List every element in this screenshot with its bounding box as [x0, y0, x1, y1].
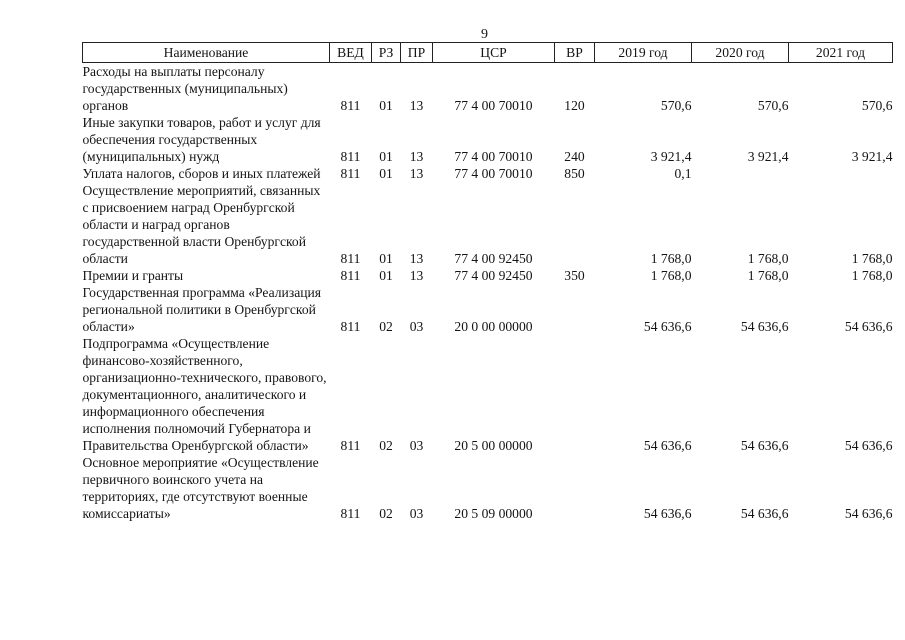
- page-number: 9: [481, 27, 488, 42]
- table-row: [83, 284, 893, 335]
- row-2020: 1 768,0: [747, 251, 789, 266]
- row-rz: 01: [379, 166, 393, 181]
- row-pr: 13: [409, 268, 424, 283]
- row-pr: 13: [409, 149, 424, 164]
- row-2021: 1 768,0: [851, 268, 893, 283]
- row-pr: 13: [409, 251, 424, 266]
- table-row: [83, 63, 893, 115]
- header-2021: 2021 год: [789, 43, 893, 63]
- row-name: Уплата налогов, сборов и иных платежей: [82, 166, 321, 181]
- row-2019: 0,1: [674, 166, 692, 181]
- header-vr: ВР: [555, 43, 595, 63]
- row-2021: 54 636,6: [844, 319, 893, 334]
- row-vr: 850: [564, 166, 585, 181]
- header-name: Наименование: [83, 43, 330, 63]
- row-2019: 3 921,4: [650, 149, 692, 164]
- row-ved: 811: [340, 98, 361, 113]
- row-vr: [555, 454, 595, 522]
- budget-table: [82, 42, 893, 522]
- row-rz: 02: [379, 319, 393, 334]
- row-vr: 350: [564, 268, 585, 283]
- row-rz: 01: [379, 268, 393, 283]
- row-rz: 02: [379, 438, 393, 453]
- row-rz: 01: [379, 98, 393, 113]
- table-row: [83, 267, 893, 284]
- table-row: [83, 454, 893, 522]
- table-row: [83, 165, 893, 182]
- row-ved: 811: [340, 506, 361, 521]
- row-ved: 811: [340, 149, 361, 164]
- row-2020: 54 636,6: [740, 319, 789, 334]
- row-csr: 20 0 00 00000: [454, 319, 533, 334]
- header-2019: 2019 год: [595, 43, 692, 63]
- row-2020: 54 636,6: [740, 438, 789, 453]
- row-csr: 77 4 00 70010: [454, 166, 533, 181]
- table-row: [83, 114, 893, 165]
- row-vr: 120: [564, 98, 585, 113]
- row-2020: 1 768,0: [747, 268, 789, 283]
- row-2021: 54 636,6: [844, 438, 893, 453]
- row-rz: 01: [379, 251, 393, 266]
- row-csr: 77 4 00 92450: [454, 268, 533, 283]
- row-ved: 811: [340, 319, 361, 334]
- row-pr: 03: [409, 319, 424, 334]
- row-vr: [555, 182, 595, 267]
- row-2021: 570,6: [861, 98, 893, 113]
- header-rz: РЗ: [372, 43, 401, 63]
- row-pr: 13: [409, 98, 424, 113]
- row-2021: 3 921,4: [851, 149, 893, 164]
- header-2020: 2020 год: [692, 43, 789, 63]
- row-ved: 811: [340, 166, 361, 181]
- row-name: Осуществление мероприятий, связанных с присвоением наград Оренбургской области и наград органов государственной власти Оренбургской области: [82, 183, 321, 266]
- row-2020: [692, 165, 789, 182]
- row-2021: [789, 165, 893, 182]
- row-name: Расходы на выплаты персоналу государственных (муниципальных) органов: [82, 64, 288, 113]
- row-pr: 03: [409, 506, 424, 521]
- row-csr: 77 4 00 70010: [454, 98, 533, 113]
- row-2019: 570,6: [660, 98, 692, 113]
- row-csr: 77 4 00 92450: [454, 251, 533, 266]
- row-2019: 54 636,6: [643, 438, 692, 453]
- row-ved: 811: [340, 268, 361, 283]
- row-csr: 20 5 09 00000: [454, 506, 533, 521]
- row-csr: 77 4 00 70010: [454, 149, 533, 164]
- row-csr: 20 5 00 00000: [454, 438, 533, 453]
- row-ved: 811: [340, 438, 361, 453]
- row-2021: 54 636,6: [844, 506, 893, 521]
- row-2020: 54 636,6: [740, 506, 789, 521]
- header-pr: ПР: [401, 43, 433, 63]
- header-ved: ВЕД: [330, 43, 372, 63]
- table-header-row: [83, 43, 893, 63]
- row-2020: 3 921,4: [747, 149, 789, 164]
- row-ved: 811: [340, 251, 361, 266]
- table-row: [83, 182, 893, 267]
- row-vr: 240: [564, 149, 585, 164]
- row-rz: 02: [379, 506, 393, 521]
- row-name: Премии и гранты: [82, 268, 184, 283]
- header-csr: ЦСР: [433, 43, 555, 63]
- row-2019: 1 768,0: [650, 251, 692, 266]
- row-pr: 13: [409, 166, 424, 181]
- row-pr: 03: [409, 438, 424, 453]
- table-row: [83, 335, 893, 454]
- row-name: Основное мероприятие «Осуществление первичного воинского учета на территориях, где отсутствуют военные комиссариаты»: [82, 455, 319, 521]
- row-name: Иные закупки товаров, работ и услуг для обеспечения государственных (муниципальных) нужд: [82, 115, 321, 164]
- row-rz: 01: [379, 149, 393, 164]
- row-2019: 54 636,6: [643, 319, 692, 334]
- row-vr: [555, 335, 595, 454]
- row-2021: 1 768,0: [851, 251, 893, 266]
- row-vr: [555, 284, 595, 335]
- row-2019: 1 768,0: [650, 268, 692, 283]
- row-name: Подпрограмма «Осуществление финансово-хозяйственного, организационно-технического, правового, документационного, аналитического и информационного обеспечения исполнения полномочий Губернатора и Правительства Оренбургской области»: [82, 336, 327, 453]
- row-2020: 570,6: [757, 98, 789, 113]
- row-2019: 54 636,6: [643, 506, 692, 521]
- row-name: Государственная программа «Реализация региональной политики в Оренбургской области»: [82, 285, 322, 334]
